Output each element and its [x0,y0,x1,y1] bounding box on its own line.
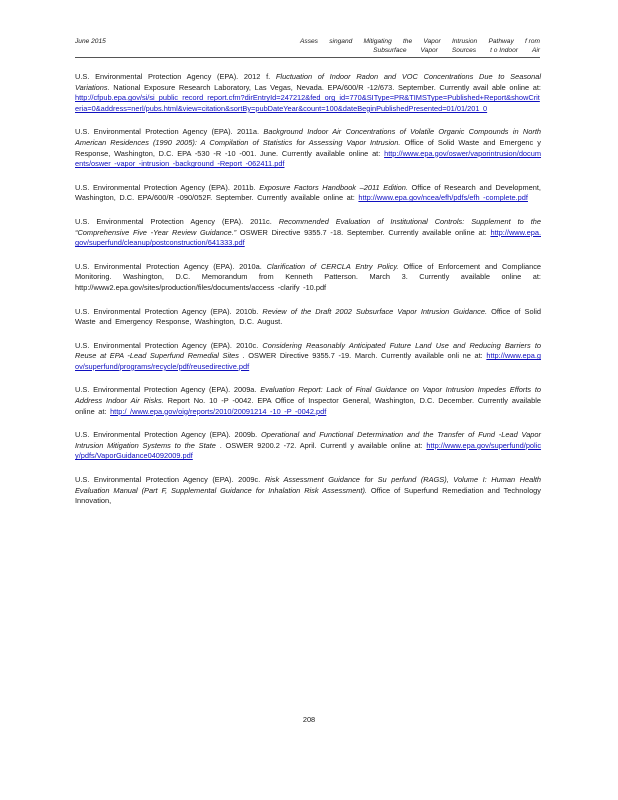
page-number: 208 [302,715,316,724]
header-word: Air [531,47,540,54]
reference-title: Exposure Factors Handbook –2011 Edition. [259,182,408,192]
header-word: the [402,38,413,45]
reference-title: Evaluation Report: Lack of Final Guidance on Vapor Intrusion Impedes Efforts to Address Indoor Air Risks. [75,385,541,406]
reference-author-year: U.S. Environmental Protection Agency (EPA). 2010c. [75,340,263,350]
header-word: Intrusion [451,38,478,45]
reference-url-text: http://www2.epa.gov/sites/production/files/documents/access -clarify -10.pdf [75,282,327,292]
reference-link[interactable]: http://www.epa.gov/oswer/vaporintrusion/documents/oswer -vapor -intrusion -background -Report -062411.pdf [75,148,542,169]
reference-title: Recommended Evaluation of Institutional Controls: Supplement to the “Comprehensive Five -Year Review Guidance.” [75,216,541,237]
header-word: f rom [524,38,540,45]
header-word: Subsurface [373,47,407,54]
reference-author-year: U.S. Environmental Protection Agency (EPA). 2010b. [75,306,263,316]
reference-title: Risk Assessment Guidance for Su perfund (RAGS), Volume I: Human Health Evaluation Manual (Part F, Supplemental Guidance for Inhalation Risk Assessment). [75,475,542,495]
reference-author-year: U.S. Environmental Protection Agency (EPA). 2009a. [75,385,261,395]
reference-author-year: U.S. Environmental Protection Agency (EPA). 2010a. [75,261,267,271]
header-word: singand [329,38,353,45]
reference-details: National Exposure Research Laboratory, Las Vegas, Nevada. EPA/600/R -12/673. September. Currently avail able online at: [109,82,541,92]
reference-details: . OSWER 9200.2 -72. April. Currentl y available online at: [215,440,423,450]
reference-title: Operational and Functional Determination and the Transfer of Fund -Lead Vapor Intrusion Mitigation Systems to the State [75,430,541,450]
header-word: Sources [451,47,477,54]
reference-details: Office of Research and Development, Washington, D.C. EPA/600/R -090/052F. September. Currently available online at: [75,182,541,203]
reference-list [75,72,541,520]
reference-entry [75,307,541,328]
reference-details: Office of Solid Waste and Emergenc y Response, Washington, D.C. EPA -530 -R -10 -001. June. Currently available online at: [75,137,541,158]
reference-author-year: U.S. Environmental Protection Agency (EPA). 2011b. [75,182,260,192]
reference-link[interactable]: http://cfpub.epa.gov/si/si_public_record_report.cfm?dirEntryId=247212&fed_org_id=770&SIType=PR&TIMSType=Published+Report&showCriteria=0&address=nerl/pubs.html&view=citation&sortBy=pubDateYear&count=100&dateBeginPublishedPresented=01/01/201 0 [75,93,540,113]
header-word: Vapor [420,47,438,54]
header-word: Mitigating [363,38,392,45]
reference-details: . OSWER Directive 9355.7 -19. March. Currently available onli ne at: [238,351,483,361]
header-word: t o Indoor [490,47,518,54]
reference-link[interactable]: http://www.epa.gov/superfund/policy/pdfs/VaporGuidance04092009.pdf [75,440,542,461]
reference-entry [75,183,541,204]
reference-title: Fluctuation of Indoor Radon and VOC Concentrations Due to Seasonal Variations. [75,72,541,92]
reference-title: Background Indoor Air Concentrations of Volatile Organic Compounds in North American Residences (1990 2005): A Compilation of Statistics for Assessing Vapor Intrusion. [75,127,541,147]
reference-details: Office of Superfund Remediation and Technology Innovation, [75,485,541,506]
header-word: Pathway [488,38,514,45]
header-date: June 2015 [75,38,106,45]
reference-entry [75,385,541,417]
reference-details: Office of Enforcement and Compliance Monitoring. Washington, D.C. Memorandum from Kenneth Patterson. March 3. Currently available online at: [75,261,541,282]
header-divider [75,57,540,58]
reference-author-year: U.S. Environmental Protection Agency (EPA). 2011a. [75,127,264,137]
reference-entry [75,127,541,169]
reference-link[interactable]: http://www.epa.gov/superfund/programs/recycle/pdf/reusedirective.pdf [75,351,541,371]
reference-author-year: U.S. Environmental Protection Agency (EPA). 2009b. [75,430,261,440]
reference-entry [75,341,541,373]
reference-entry [75,475,541,507]
reference-author-year: U.S. Environmental Protection Agency (EPA). 2011c. [75,216,279,226]
reference-details: Report No. 10 -P -0042. EPA Office of Inspector General, Washington, D.C. December. Currently available online at: [75,396,541,416]
reference-link[interactable]: http://www.epa.gov/superfund/cleanup/postconstruction/641333.pdf [75,227,541,248]
reference-link[interactable]: http://www.epa.gov/ncea/efh/pdfs/efh -complete.pdf [358,193,528,203]
header-word: Vapor [423,38,441,45]
reference-details: OSWER Directive 9355.7 -18. September. Currently available online at: [236,227,487,237]
header-word: Asses [300,38,318,45]
reference-entry [75,262,541,294]
reference-title: Considering Reasonably Anticipated Future Land Use and Reducing Barriers to Reuse at EPA -Lead Superfund Remedial Sites [75,340,542,361]
reference-title: Clarification of CERCLA Entry Policy. [266,261,399,271]
reference-entry [75,217,541,249]
reference-entry [75,72,541,114]
header-title [300,37,540,55]
reference-title: Review of the Draft 2002 Subsurface Vapor Intrusion Guidance. [262,306,487,316]
reference-author-year: U.S. Environmental Protection Agency (EPA). 2012 f. [75,72,276,81]
reference-details: Office of Solid Waste and Emergency Response, Washington, D.C. August. [75,306,541,327]
reference-link[interactable]: http:/ /www.epa.gov/oig/reports/2010/20091214 -10 -P -0042.pdf [110,406,327,416]
reference-entry [75,430,541,462]
reference-author-year: U.S. Environmental Protection Agency (EPA). 2009c. [75,475,265,485]
